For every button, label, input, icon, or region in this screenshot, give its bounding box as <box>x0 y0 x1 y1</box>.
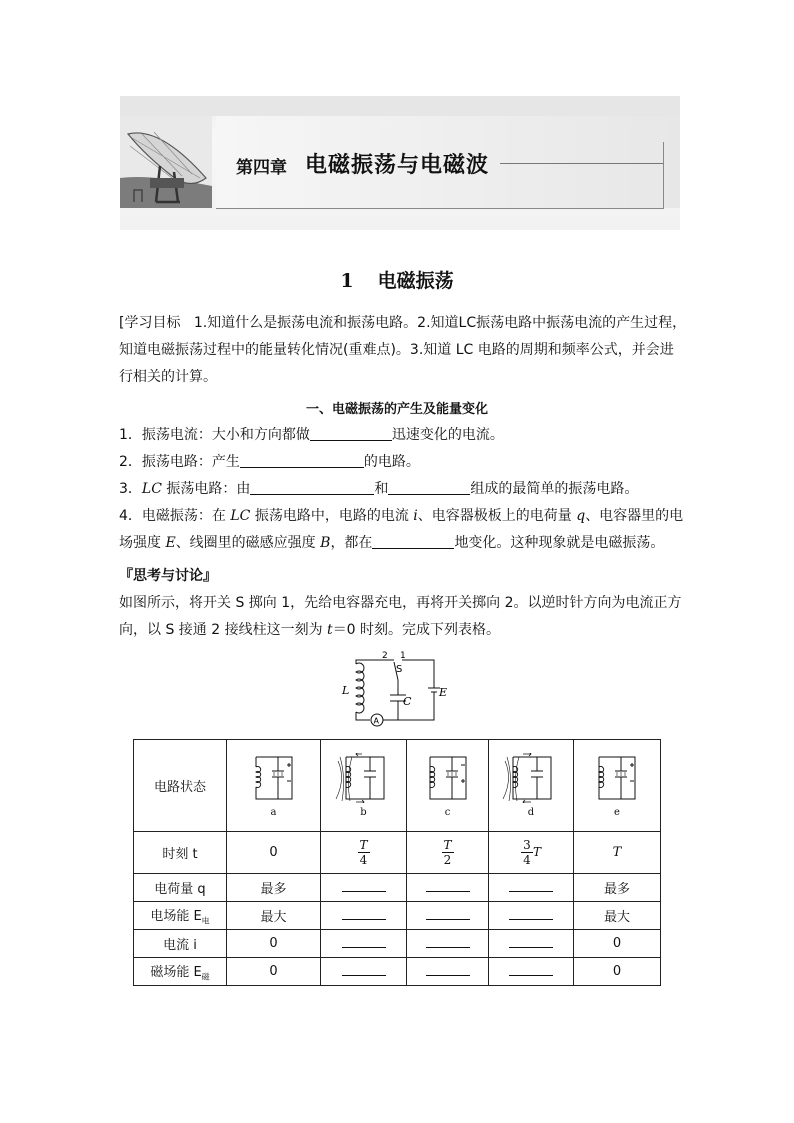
item-3 <box>119 478 638 498</box>
item-3-text-c: 组成的最简单的振荡电路。 <box>470 481 639 497</box>
item-4-lc: LC <box>230 508 251 524</box>
time-d <box>489 832 574 874</box>
table-row-state <box>134 740 661 832</box>
mfield-sub: 磁 <box>201 972 210 982</box>
state-letter-c: c <box>444 807 451 818</box>
state-cell-d <box>489 740 574 832</box>
state-cell-b <box>321 740 407 832</box>
time-e-var: T <box>612 845 622 860</box>
time-a: 0 <box>227 832 321 874</box>
circuit-state-e-icon <box>587 753 647 803</box>
efield-c[interactable] <box>407 902 489 930</box>
item-2-text-b: 的电路。 <box>363 454 420 470</box>
item-4-text-c: 、电容器极板上的电荷量 <box>417 508 577 524</box>
state-table <box>133 739 661 986</box>
time-c-den: 2 <box>443 853 452 867</box>
discussion-text-a: 向，以 S 接通 2 接线柱这一刻为 <box>119 622 328 638</box>
table-row-time <box>134 832 661 874</box>
circuit-state-b-icon <box>332 753 396 803</box>
section-title-text: 电磁振荡 <box>377 270 454 292</box>
discussion-t: t <box>327 622 333 638</box>
circuit-label-2: 2 <box>382 651 388 661</box>
item-4-text-a: 4．电磁振荡：在 <box>119 508 231 524</box>
item-3-text-a: 振荡电路：由 <box>161 481 251 497</box>
time-c-num: T <box>443 838 452 852</box>
efield-sub: 电 <box>201 916 210 926</box>
chapter-title: 电磁振荡与电磁波 <box>305 153 490 178</box>
mfield-a: 0 <box>227 958 321 986</box>
circuit-label-1: 1 <box>400 651 406 661</box>
item-4-i: i <box>413 508 418 524</box>
item-4-text-d: 、电容器里的电 <box>585 508 684 524</box>
mfield-e: 0 <box>574 958 661 986</box>
objectives-tag: [学习目标 <box>119 315 181 331</box>
section-title <box>0 266 794 293</box>
banner-top-band <box>120 96 680 116</box>
discussion-text-b: ＝0 时刻。完成下列表格。 <box>332 622 501 638</box>
row-label-efield <box>134 902 227 930</box>
chapter-label: 第四章 <box>236 158 287 178</box>
time-d-num: 3 <box>523 838 531 852</box>
circuit-label-S: S <box>396 664 403 675</box>
item-3-blank-2[interactable] <box>388 480 470 495</box>
circuit-state-d-icon <box>499 753 563 803</box>
item-1-text-b: 迅速变化的电流。 <box>391 427 504 443</box>
item-4-B: B <box>320 535 331 551</box>
item-3-blank-1[interactable] <box>250 480 374 495</box>
discussion-heading: 『思考与讨论』 <box>119 568 217 584</box>
time-b <box>321 832 407 874</box>
time-d-den: 4 <box>523 853 531 867</box>
state-letter-a: a <box>270 807 277 818</box>
item-1-text-a: 1．振荡电流：大小和方向都做 <box>119 427 310 443</box>
table-row-efield <box>134 902 661 930</box>
efield-b[interactable] <box>321 902 407 930</box>
state-letter-e: e <box>614 807 620 818</box>
current-e: 0 <box>574 930 661 958</box>
charge-a: 最多 <box>227 874 321 902</box>
charge-b[interactable] <box>321 874 407 902</box>
time-e <box>574 832 661 874</box>
item-2 <box>119 451 420 471</box>
item-4-text-h: 地变化。这种现象就是电磁振荡。 <box>454 535 665 551</box>
current-b[interactable] <box>321 930 407 958</box>
item-1 <box>119 424 504 444</box>
item-4-blank[interactable] <box>372 534 454 549</box>
row-label-state: 电路状态 <box>134 740 227 832</box>
row-label-mfield <box>134 958 227 986</box>
item-4-text-b: 振荡电路中，电路的电流 <box>250 508 414 524</box>
objectives-text-1: 1.知道什么是振荡电流和振荡电路。2.知道LC振荡电路中振荡电流的产生过程， <box>193 315 687 331</box>
mfield-label: 磁场能 E <box>150 964 202 980</box>
time-d-fraction <box>521 838 533 867</box>
circuit-label-L: L <box>342 684 350 697</box>
discussion-line-1: 如图所示，将开关 S 掷向 1，先给电容器充电，再将开关掷向 2。以逆时针方向为电流正方 <box>119 595 682 611</box>
time-c-fraction <box>442 838 454 867</box>
charge-d[interactable] <box>489 874 574 902</box>
efield-label: 电场能 E <box>150 908 202 924</box>
ammeter-label: A <box>373 716 379 726</box>
lc-circuit-diagram <box>338 648 450 730</box>
circuit-state-a-icon <box>244 753 304 803</box>
item-4-text-f: 、线圈里的磁感应强度 <box>175 535 321 551</box>
time-b-num: T <box>359 838 368 852</box>
item-4-line-2 <box>119 532 664 552</box>
current-c[interactable] <box>407 930 489 958</box>
subheading: 一、电磁振荡的产生及能量变化 <box>305 402 488 417</box>
row-label-charge: 电荷量 q <box>134 874 227 902</box>
item-4-q: q <box>576 508 586 524</box>
state-letter-b: b <box>360 807 367 818</box>
radio-telescope-icon <box>120 116 212 208</box>
item-2-text-a: 2．振荡电路：产生 <box>119 454 240 470</box>
item-4-line-1 <box>119 505 683 525</box>
item-2-blank[interactable] <box>240 453 364 468</box>
item-4-E: E <box>165 535 176 551</box>
mfield-d[interactable] <box>489 958 574 986</box>
objectives-line-3: 行相关的计算。 <box>119 369 217 385</box>
chapter-rule <box>500 163 663 164</box>
item-3-lc: LC <box>141 481 162 497</box>
current-a: 0 <box>227 930 321 958</box>
time-b-fraction <box>358 838 370 867</box>
efield-e: 最大 <box>574 902 661 930</box>
item-4-text-e: 场强度 <box>119 535 166 551</box>
state-cell-c <box>407 740 489 832</box>
discussion-line-2 <box>119 619 500 639</box>
item-3-text-b: 和 <box>374 481 389 497</box>
item-3-prefix: 3． <box>119 481 142 497</box>
state-cell-e <box>574 740 661 832</box>
circuit-label-E: E <box>439 686 448 699</box>
efield-d[interactable] <box>489 902 574 930</box>
mfield-c[interactable] <box>407 958 489 986</box>
time-b-den: 4 <box>359 853 368 867</box>
charge-c[interactable] <box>407 874 489 902</box>
item-1-blank[interactable] <box>310 426 392 441</box>
table-row-charge <box>134 874 661 902</box>
state-letter-d: d <box>527 807 535 818</box>
current-d[interactable] <box>489 930 574 958</box>
circuit-label-C: C <box>403 695 412 708</box>
objectives-line-1 <box>119 312 686 332</box>
time-c <box>407 832 489 874</box>
section-number: 1 <box>340 270 354 292</box>
charge-e: 最多 <box>574 874 661 902</box>
radio-telescope-image <box>120 116 212 208</box>
row-label-current: 电流 i <box>134 930 227 958</box>
table-row-mfield <box>134 958 661 986</box>
state-cell-a <box>227 740 321 832</box>
objectives-line-2: 知道电磁振荡过程中的能量转化情况(重难点)。3.知道 LC 电路的周期和频率公式，并会进 <box>119 342 674 358</box>
circuit-state-c-icon <box>418 753 478 803</box>
table-row-current <box>134 930 661 958</box>
time-d-var: T <box>532 845 541 859</box>
efield-a: 最大 <box>227 902 321 930</box>
row-label-time: 时刻 t <box>134 832 227 874</box>
item-4-text-g: ，都在 <box>330 535 373 551</box>
mfield-b[interactable] <box>321 958 407 986</box>
